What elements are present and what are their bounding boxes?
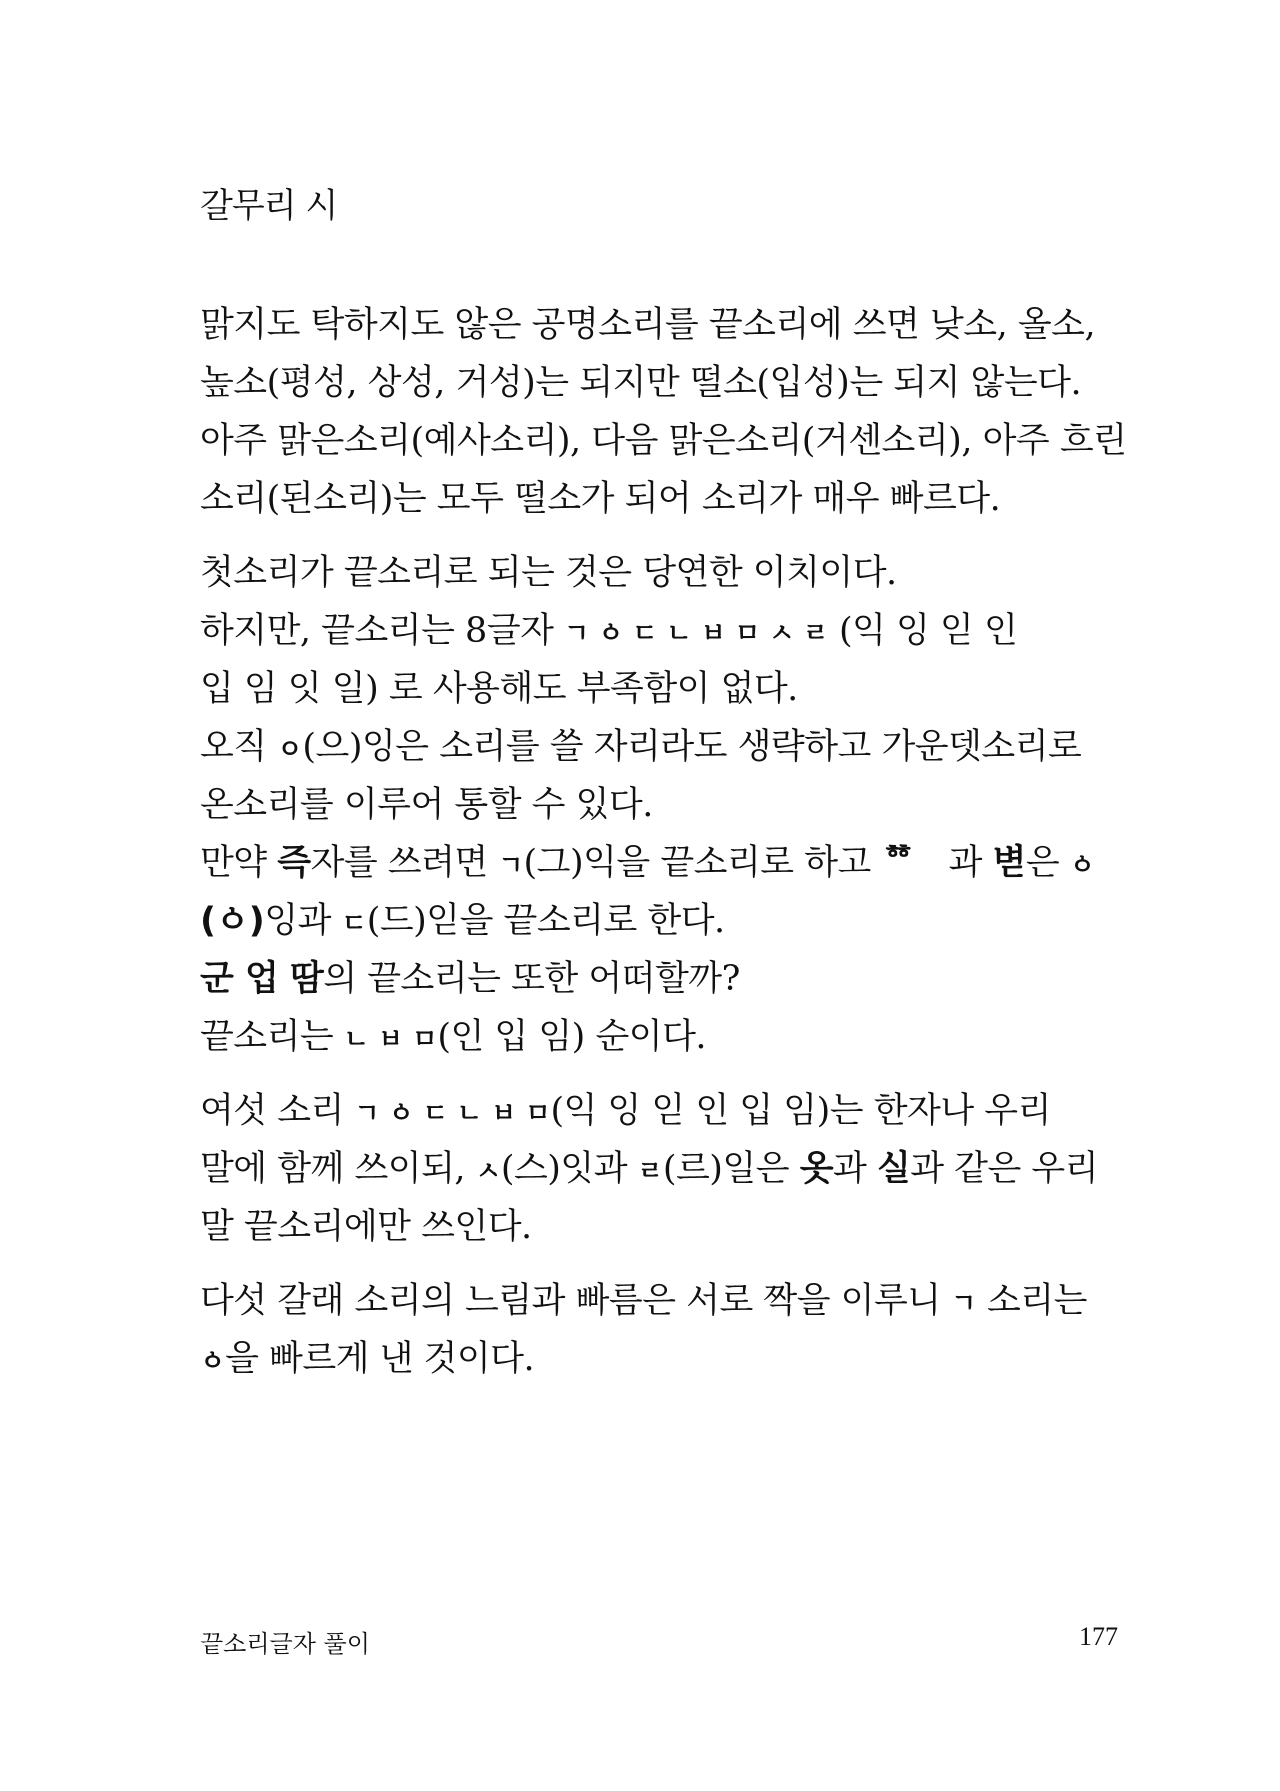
jamo-glyph: ㄹ xyxy=(637,1157,663,1187)
text-run: 첫소리가 끝소리로 되는 것은 당연한 이치이다. xyxy=(200,553,897,593)
jamo-glyph: ㄷ xyxy=(341,909,367,939)
text-run: 다섯 갈래 소리의 느림과 빠름은 서로 짝을 이루니 xyxy=(200,1281,952,1321)
jamo-glyph: ㄱ xyxy=(951,1289,977,1319)
text-line xyxy=(200,470,1120,528)
text-line xyxy=(200,354,1120,412)
text-run: 은 xyxy=(1025,843,1070,883)
text-line xyxy=(200,412,1127,470)
jamo-glyph: ㅅ xyxy=(475,1157,501,1187)
jamo-glyph: ㆁ xyxy=(1069,851,1095,881)
paragraph xyxy=(200,1272,1120,1388)
text-line xyxy=(200,834,1120,892)
emphasized-text: 실 xyxy=(876,1149,911,1189)
text-run: 자를 쓰려면 xyxy=(310,843,499,883)
text-run: (드)읻을 끝소리로 한다. xyxy=(366,901,725,941)
text-run: 하지만, 끝소리는 8글자 xyxy=(200,611,565,651)
text-run: 의 끝소리는 또한 어떠할까? xyxy=(323,959,740,999)
text-run: (으)잉은 소리를 쓸 자리라도 생략하고 가운뎃소리로 xyxy=(302,727,1082,767)
jamo-glyph: ㆁ xyxy=(200,1347,226,1377)
text-line xyxy=(200,1198,1120,1256)
jamo-glyph: ㄱ ㆁ ㄷ ㄴ ㅂ ㅁ xyxy=(354,1099,551,1129)
text-run: 소리는 xyxy=(976,1281,1087,1321)
text-run: (익 잉 읻 인 xyxy=(828,611,1018,651)
text-line xyxy=(200,718,1120,776)
text-run: 말에 함께 쓰이되, xyxy=(200,1149,476,1189)
paragraph xyxy=(200,544,1120,1066)
text-line xyxy=(200,950,1120,1008)
emphasized-text: ᅘᅟ xyxy=(881,843,949,883)
jamo-glyph: ㅇ xyxy=(277,735,303,765)
text-run: 말 끝소리에만 쓰인다. xyxy=(200,1207,532,1247)
text-run: 만약 xyxy=(200,843,278,883)
text-run: 과 xyxy=(948,843,993,883)
text-run: 맑지도 탁하지도 않은 공명소리를 끝소리에 쓰면 낮소, 올소, xyxy=(200,305,1096,345)
text-line xyxy=(200,892,1120,950)
jamo-glyph: ㄱ xyxy=(498,851,524,881)
text-line xyxy=(200,1082,1120,1140)
paragraph xyxy=(200,1082,1120,1256)
page-number: 177 xyxy=(1079,1622,1118,1651)
body-text xyxy=(200,296,1127,1404)
text-run: 입 임 잇 일) 로 사용해도 부족함이 없다. xyxy=(200,669,798,709)
text-run: 온소리를 이루어 통할 수 있다. xyxy=(200,785,653,825)
text-run: (스)잇과 xyxy=(500,1149,638,1189)
text-run: 아주 맑은소리(예사소리), 다음 맑은소리(거센소리), 아주 흐린 xyxy=(200,421,1127,461)
text-run: 소리(된소리)는 모두 떨소가 되어 소리가 매우 빠르다. xyxy=(200,479,1001,519)
jamo-glyph: ㄱ ㆁ ㄷ ㄴ ㅂ ㅁ ㅅ ㄹ xyxy=(564,619,829,649)
text-line xyxy=(200,1330,1120,1388)
text-line xyxy=(200,776,1120,834)
running-title: 끝소리글자 풀이 xyxy=(200,1630,370,1658)
emphasized-text: 볃 xyxy=(992,843,1026,883)
text-line xyxy=(200,660,1120,718)
text-line xyxy=(200,602,1120,660)
text-line xyxy=(200,1008,1120,1066)
text-run: 오직 xyxy=(200,727,278,767)
text-run: (르)일은 xyxy=(662,1149,800,1189)
text-line xyxy=(200,544,1120,602)
text-run: 을 빠르게 낸 것이다. xyxy=(225,1339,535,1379)
emphasized-text: (ㆁ) xyxy=(200,901,265,941)
page-title: 갈무리 시 xyxy=(200,186,338,226)
text-run: 높소(평성, 상성, 거성)는 되지만 떨소(입성)는 되지 않는다. xyxy=(200,363,1082,403)
text-run: 끝소리는 xyxy=(200,1017,344,1057)
text-run: 여섯 소리 xyxy=(200,1091,355,1131)
text-line xyxy=(200,1272,1120,1330)
jamo-glyph: ㄴ ㅂ ㅁ xyxy=(343,1025,438,1055)
text-run: (그)익을 끝소리로 하고 xyxy=(523,843,882,883)
text-run: (익 잉 읻 인 입 임)는 한자나 우리 xyxy=(550,1091,1051,1131)
emphasized-text: 즉 xyxy=(277,843,311,883)
text-line xyxy=(200,1140,1120,1198)
text-run: (인 입 임) 순이다. xyxy=(437,1017,707,1057)
text-run: 과 같은 우리 xyxy=(910,1149,1099,1189)
emphasized-text: 군 업 땀 xyxy=(200,959,324,999)
text-run: 과 xyxy=(833,1149,877,1189)
paragraph xyxy=(200,296,1127,528)
text-run: 잉과 xyxy=(264,901,342,941)
text-line xyxy=(200,296,1120,354)
emphasized-text: 옷 xyxy=(799,1149,833,1189)
